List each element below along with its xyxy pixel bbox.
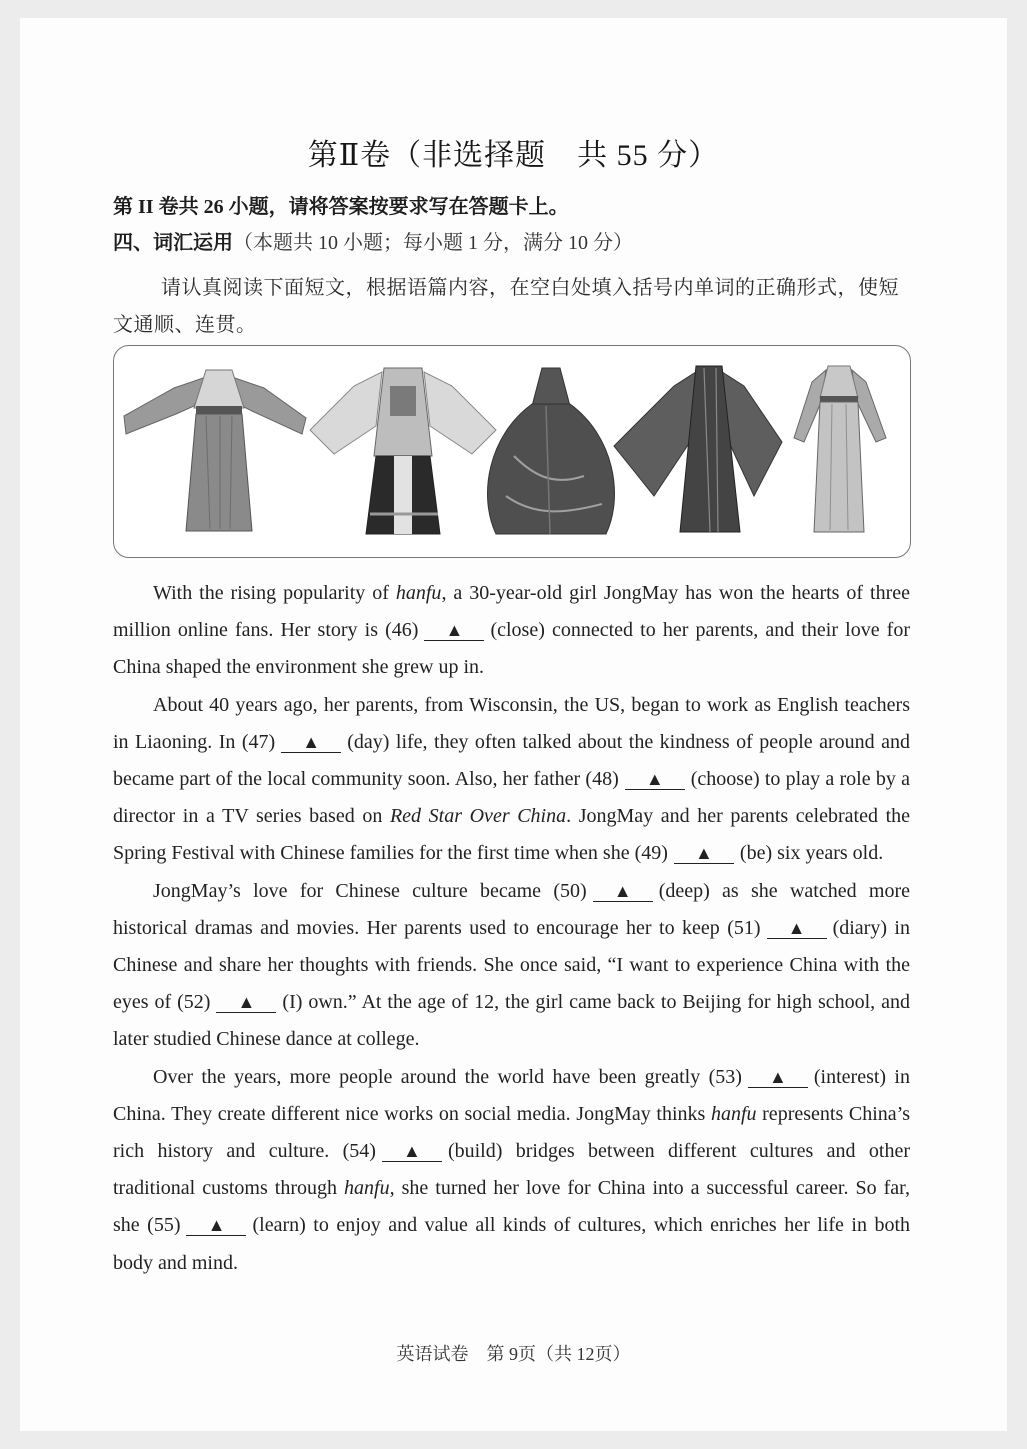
- instruction-text: 请认真阅读下面短文，根据语篇内容，在空白处填入括号内单词的正确形式，使短文通顺、连贯。: [113, 277, 899, 336]
- blank-53: ▲: [748, 1067, 808, 1088]
- passage-italic: Red Star Over China: [389, 805, 567, 828]
- passage-paragraph-3: [113, 873, 910, 1059]
- passage-text: . JongMay and her parents celebrated the Spring Festival with Chinese families for the first time when she (49): [113, 805, 911, 865]
- hanfu-garment-1: [124, 370, 306, 531]
- blank-52: ▲: [216, 992, 276, 1013]
- passage-text: (diary) in Chinese and share her thoughts with friends. She once said, “I want to experience China with the eyes of (52): [113, 916, 910, 1014]
- passage-text: Over the years, more people around the world have been greatly (53): [153, 1065, 742, 1088]
- blank-47: ▲: [281, 732, 341, 753]
- passage-paragraph-2: [113, 687, 910, 873]
- passage-text: (be) six years old.: [739, 842, 884, 865]
- passage-text: (build) bridges between different cultures and other traditional customs through: [113, 1140, 910, 1200]
- hanfu-image-panel: [113, 345, 911, 558]
- blank-46: ▲: [424, 620, 484, 641]
- hanfu-garment-5: [794, 366, 886, 532]
- blank-49: ▲: [674, 843, 734, 864]
- page-title: 第Ⅱ卷（非选择题 共 55 分）: [307, 139, 720, 172]
- hanfu-garment-4: [614, 366, 782, 532]
- passage-text: JongMay’s love for Chinese culture became (50): [153, 879, 587, 902]
- passage-text: About 40 years ago, her parents, from Wisconsin, the US, began to work as English teachers in Liaoning. In (47): [113, 693, 910, 753]
- section-title: 四、词汇运用: [113, 232, 233, 254]
- passage-text: (choose) to play a role by a director in a TV series based on: [113, 768, 910, 828]
- passage-text: (day) life, they often talked about the kindness of people around and became part of the local community soon. Also, her father (48): [113, 730, 911, 791]
- blank-54: ▲: [382, 1141, 442, 1162]
- passage-text: (close) connected to her parents, and their love for China shaped the environment she grew up in.: [113, 619, 911, 679]
- blank-55: ▲: [186, 1215, 246, 1236]
- passage-text: , a 30-year-old girl JongMay has won the hearts of three million online fans. Her story is (46): [113, 582, 910, 642]
- hanfu-garment-3: [488, 368, 615, 534]
- passage-text: , she turned her love for China into a successful career. So far, she (55): [113, 1177, 910, 1237]
- answer-note: 第 II 卷共 26 小题，请将答案按要求写在答题卡上。: [113, 196, 569, 218]
- passage-paragraph-1: [113, 575, 910, 687]
- passage-paragraph-4: [113, 1059, 910, 1282]
- passage-italic: hanfu: [344, 1177, 390, 1200]
- section-heading: [113, 226, 633, 255]
- passage-italic: hanfu: [710, 1102, 757, 1125]
- exam-page: [20, 18, 1007, 1431]
- passage-text: (interest) in China. They create different nice works on social media. JongMay thinks: [113, 1065, 910, 1125]
- reading-passage: [113, 575, 910, 1282]
- blank-51: ▲: [767, 918, 827, 939]
- hanfu-garments-illustration: [114, 346, 910, 557]
- blank-50: ▲: [593, 881, 653, 902]
- hanfu-garment-2: [310, 368, 496, 534]
- section-detail: （本题共 10 小题；每小题 1 分，满分 10 分）: [233, 232, 633, 254]
- passage-text: (deep) as she watched more historical dramas and movies. Her parents used to encourage her to keep (51): [113, 879, 911, 939]
- page-footer: 英语试卷 第 9页（共 12页）: [396, 1344, 631, 1364]
- passage-text: With the rising popularity of: [153, 582, 396, 604]
- passage-italic: hanfu: [395, 582, 442, 604]
- blank-48: ▲: [625, 769, 685, 790]
- passage-text: (learn) to enjoy and value all kinds of cultures, which enriches her life in both body and mind.: [113, 1214, 911, 1274]
- passage-text: represents China’s rich history and culture. (54): [113, 1102, 910, 1163]
- passage-text: (I) own.” At the age of 12, the girl came back to Beijing for high school, and later studied Chinese dance at college.: [113, 991, 910, 1051]
